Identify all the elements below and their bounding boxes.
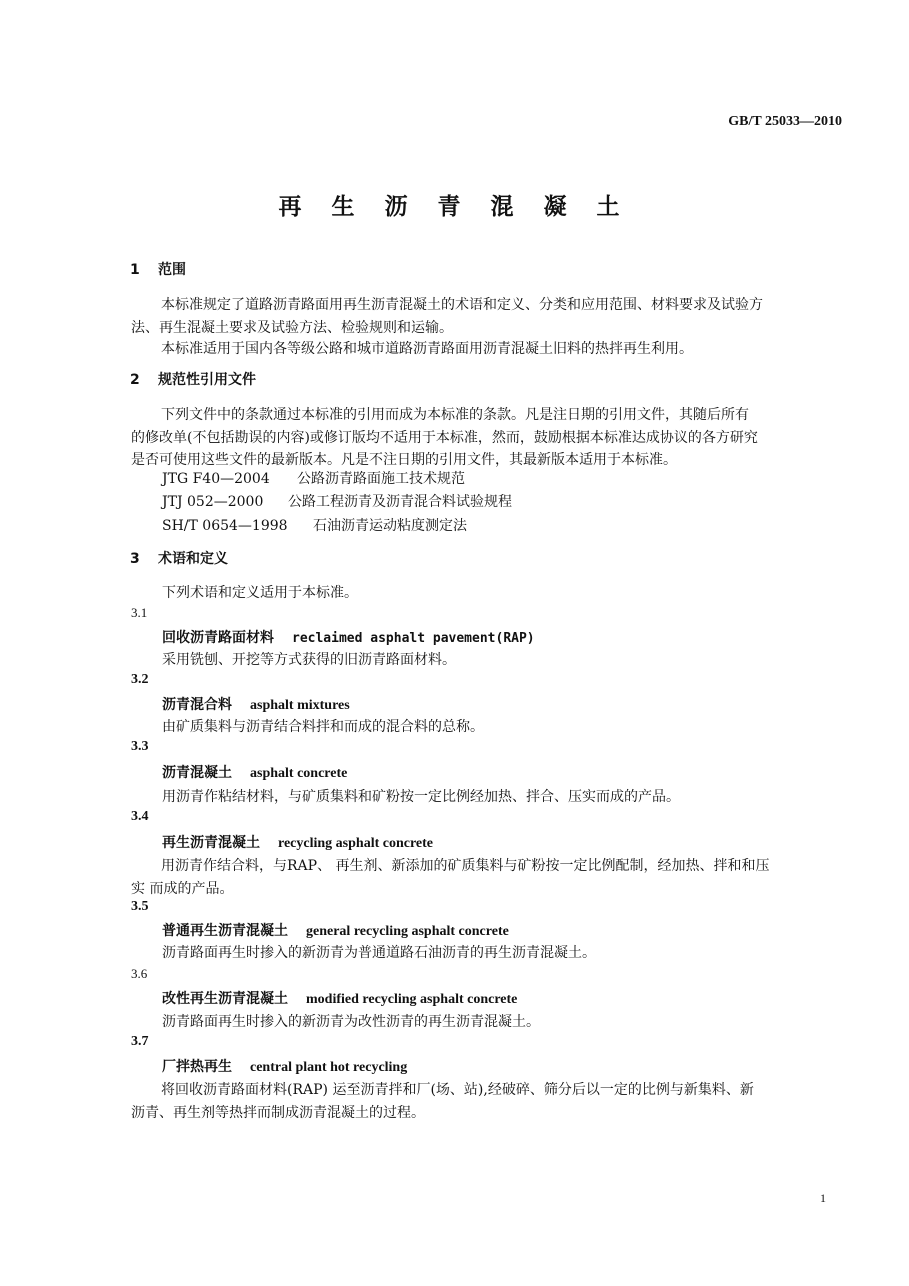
reference-item bbox=[162, 468, 465, 488]
text-line: 法、再生混凝土要求及试验方法、检验规则和运输。 bbox=[131, 319, 453, 336]
term-heading bbox=[162, 920, 509, 940]
term-definition: 采用铣刨、开挖等方式获得的旧沥青路面材料。 bbox=[162, 652, 456, 668]
term-zh: 厂拌热再生 bbox=[162, 1059, 232, 1075]
term-definition: 沥青路面再生时掺入的新沥青为改性沥青的再生沥青混凝土。 bbox=[162, 1014, 540, 1030]
standard-number: GB/T 25033—2010 bbox=[728, 114, 842, 129]
term-number: 3.6 bbox=[131, 966, 148, 981]
text-line: 本标准规定了道路沥青路面用再生沥青混凝土的术语和定义、分类和应用范围、材料要求及试验方 bbox=[161, 297, 763, 313]
reference-code: SH/T 0654—1998 bbox=[162, 518, 288, 534]
reference-code: JTJ 052—2000 bbox=[162, 494, 264, 510]
section-1-heading bbox=[130, 259, 186, 279]
section-1-paragraph-2 bbox=[131, 338, 841, 361]
reference-title: 石油沥青运动粘度测定法 bbox=[313, 518, 467, 534]
term-definition: 沥青路面再生时掺入的新沥青为普通道路石油沥青的再生沥青混凝土。 bbox=[162, 945, 596, 961]
term-heading bbox=[162, 988, 517, 1008]
text-line: 是否可使用这些文件的最新版本。凡是不注日期的引用文件，其最新版本适用于本标准。 bbox=[131, 452, 677, 468]
term-number: 3.3 bbox=[131, 739, 149, 754]
reference-item bbox=[162, 491, 512, 511]
term-zh: 改性再生沥青混凝土 bbox=[162, 991, 288, 1007]
section-number: 2 bbox=[130, 372, 140, 388]
page-number: 1 bbox=[820, 1191, 826, 1205]
section-number: 1 bbox=[130, 262, 140, 278]
term-number: 3.7 bbox=[131, 1034, 149, 1049]
text-line: 本标准适用于国内各等级公路和城市道路沥青路面用沥青混凝土旧料的热拌再生利用。 bbox=[161, 341, 693, 357]
term-number: 3.5 bbox=[131, 899, 149, 914]
text-line: 用沥青作结合料，与RAP、 再生剂、新添加的矿质集料与矿粉按一定比例配制，经加热、拌和和压 bbox=[161, 858, 770, 874]
term-heading bbox=[162, 832, 433, 852]
term-zh: 再生沥青混凝土 bbox=[162, 835, 260, 851]
document-title: 再 生 沥 青 混 凝 土 bbox=[278, 194, 631, 220]
reference-code: JTG F40—2004 bbox=[162, 471, 270, 487]
term-heading bbox=[162, 694, 350, 714]
term-heading bbox=[162, 762, 347, 782]
term-number: 3.4 bbox=[131, 809, 149, 824]
term-en: central plant hot recycling bbox=[250, 1060, 408, 1075]
section-number: 3 bbox=[130, 551, 140, 567]
section-2-heading bbox=[130, 369, 256, 389]
term-en: asphalt mixtures bbox=[250, 698, 350, 713]
text-line: 沥青、再生剂等热拌而制成沥青混凝土的过程。 bbox=[131, 1104, 425, 1121]
term-zh: 普通再生沥青混凝土 bbox=[162, 923, 288, 939]
section-3-intro: 下列术语和定义适用于本标准。 bbox=[162, 585, 358, 601]
text-line: 的修改单(不包括勘误的内容)或修订版均不适用于本标准，然而，鼓励根据本标准达成协议的各方研究 bbox=[131, 429, 758, 446]
section-title: 术语和定义 bbox=[158, 551, 228, 567]
term-number: 3.1 bbox=[131, 605, 148, 620]
section-1-paragraph-1 bbox=[131, 294, 841, 339]
term-zh: 沥青混合料 bbox=[162, 697, 232, 713]
section-2-paragraph bbox=[131, 404, 841, 472]
term-heading bbox=[162, 1056, 407, 1076]
section-title: 规范性引用文件 bbox=[158, 372, 256, 388]
reference-item bbox=[162, 515, 467, 535]
term-en: general recycling asphalt concrete bbox=[306, 924, 509, 939]
term-definition: 用沥青作粘结材料，与矿质集料和矿粉按一定比例经加热、拌合、压实而成的产品。 bbox=[162, 789, 680, 805]
section-title: 范围 bbox=[158, 262, 186, 278]
term-definition bbox=[131, 1079, 841, 1124]
term-number: 3.2 bbox=[131, 672, 149, 687]
section-3-heading bbox=[130, 548, 228, 568]
reference-title: 公路工程沥青及沥青混合料试验规程 bbox=[288, 494, 512, 510]
text-line: 实 而成的产品。 bbox=[131, 880, 234, 897]
term-en: asphalt concrete bbox=[250, 766, 348, 781]
term-heading bbox=[162, 627, 535, 647]
text-line: 将回收沥青路面材料(RAP) 运至沥青拌和厂(场、站),经破碎、筛分后以一定的比例与新集料、新 bbox=[161, 1082, 754, 1098]
term-en: modified recycling asphalt concrete bbox=[306, 992, 518, 1007]
term-definition: 由矿质集料与沥青结合料拌和而成的混合料的总称。 bbox=[162, 719, 484, 735]
reference-title: 公路沥青路面施工技术规范 bbox=[297, 471, 465, 487]
term-en: recycling asphalt concrete bbox=[278, 836, 434, 851]
term-zh: 沥青混凝土 bbox=[162, 765, 232, 781]
text-line: 下列文件中的条款通过本标准的引用而成为本标准的条款。凡是注日期的引用文件，其随后所有 bbox=[161, 407, 749, 423]
term-en: reclaimed asphalt pavement(RAP) bbox=[292, 631, 535, 646]
term-definition bbox=[131, 855, 841, 900]
term-zh: 回收沥青路面材料 bbox=[162, 630, 274, 646]
